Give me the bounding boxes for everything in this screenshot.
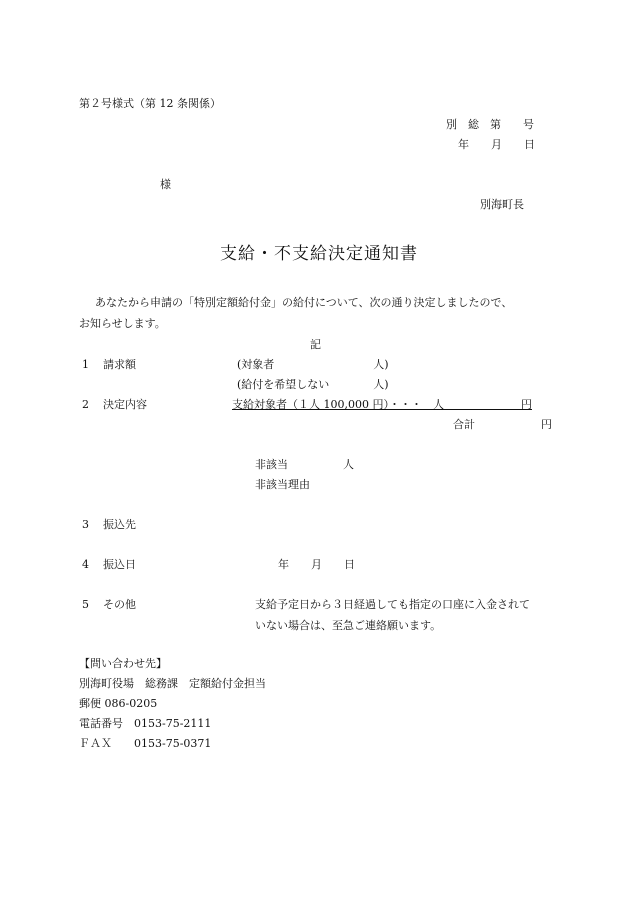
item2-payment-line: 支給対象者（１人 100,000 円）・・・ 人 円: [232, 398, 532, 411]
intro-line-2: お知らせします。: [79, 317, 166, 330]
item4-label: 振込日: [103, 558, 136, 571]
item5-label: その他: [103, 598, 136, 611]
ki-marker: 記: [310, 338, 321, 351]
sender: 別海町長: [480, 198, 524, 211]
contact-heading: 【問い合わせ先】: [79, 657, 167, 670]
item2-nonpay-reason: 非該当理由: [255, 478, 310, 491]
item5-note-line-2: いない場合は、至急ご連絡願います。: [255, 619, 442, 632]
item2-total: 合計 円: [453, 418, 552, 431]
issue-date: 年 月 日: [458, 138, 535, 151]
item4-date: 年 月 日: [278, 558, 355, 571]
item4-number: 4: [82, 558, 89, 571]
item1-label: 請求額: [103, 358, 136, 371]
document-title: 支給・不支給決定通知書: [220, 244, 418, 264]
item1-number: 1: [82, 358, 89, 371]
item2-label: 決定内容: [103, 398, 147, 411]
item3-label: 振込先: [103, 518, 136, 531]
item5-note-line-1: 支給予定日から３日経過しても指定の口座に入金されて: [255, 598, 530, 611]
item1-declined-count: (給付を希望しない 人): [237, 378, 389, 391]
item2-nonpay-count: 非該当 人: [255, 458, 354, 471]
item3-number: 3: [82, 518, 89, 531]
item1-target-count: (対象者 人): [237, 358, 389, 371]
document-number: 別 総 第 号: [446, 118, 534, 131]
intro-line-1: あなたから申請の「特別定額給付金」の給付について、次の通り決定しましたので、: [95, 296, 513, 309]
item5-number: 5: [82, 598, 89, 611]
item2-number: 2: [82, 398, 89, 411]
contact-postal: 郵便 086-0205: [79, 697, 158, 710]
contact-phone: 電話番号 0153-75-2111: [79, 717, 212, 730]
contact-office: 別海町役場 総務課 定額給付金担当: [79, 677, 266, 690]
addressee-suffix: 様: [160, 178, 171, 191]
contact-fax: ＦＡＸ 0153-75-0371: [79, 737, 212, 750]
form-label: 第２号様式（第 12 条関係）: [79, 97, 221, 110]
